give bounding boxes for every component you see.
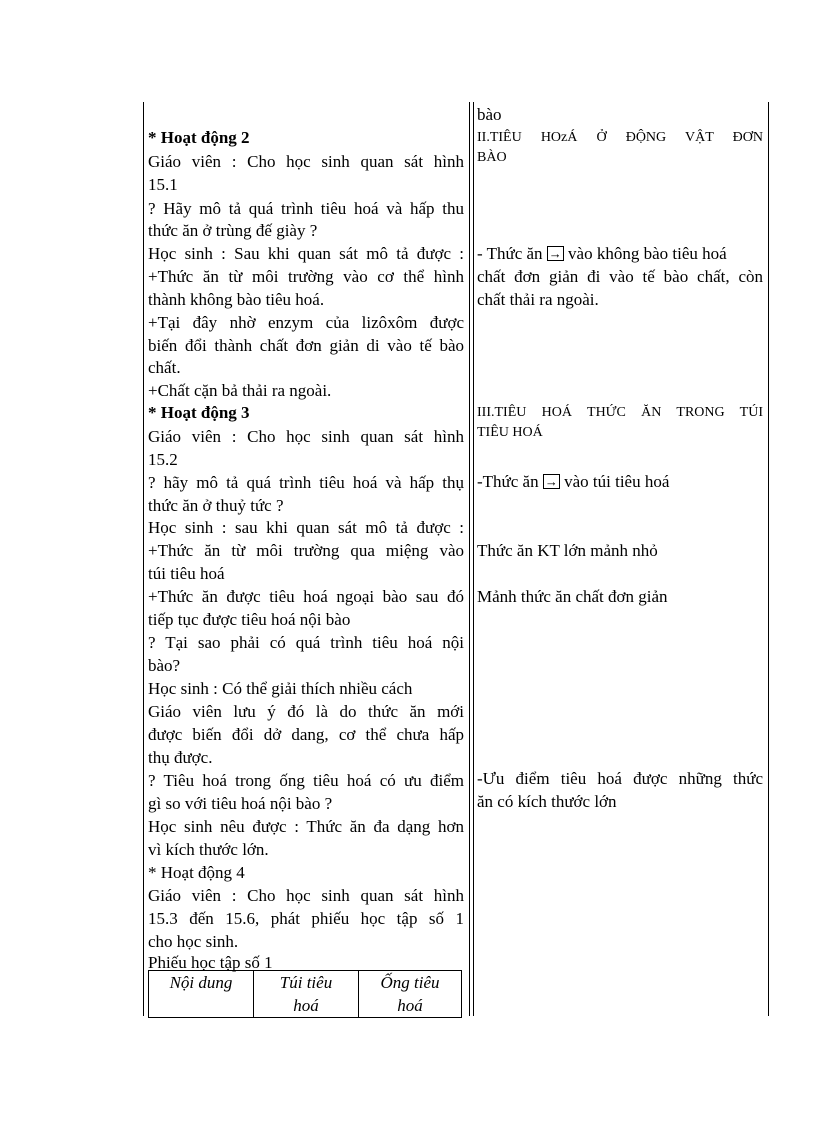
text-line: chất thải ra ngoài. bbox=[477, 290, 599, 309]
text-line: bào? bbox=[148, 656, 181, 675]
text-segment: vào túi tiêu hoá bbox=[564, 472, 670, 491]
arrow-right-icon: → bbox=[544, 474, 558, 489]
text-line: Thức ăn KT lớn mảnh nhỏ bbox=[477, 541, 658, 560]
text-line: Giáo viên lưu ý đó là do thức ăn mới bbox=[148, 702, 464, 721]
text-line: +Chất cặn bả thải ra ngoài. bbox=[148, 381, 332, 400]
activity-4-title: * Hoạt động 4 bbox=[148, 863, 245, 882]
text-line: ? hãy mô tả quá trình tiêu hoá và hấp thụ bbox=[148, 473, 464, 492]
text-line: Giáo viên : Cho học sinh quan sát hình bbox=[148, 427, 464, 446]
text-line: chất. bbox=[148, 358, 181, 377]
text-segment: -Thức ăn bbox=[477, 472, 539, 491]
activity-3-title: * Hoạt động 3 bbox=[148, 403, 250, 422]
text-line: thành không bào tiêu hoá. bbox=[148, 290, 325, 309]
table-border-right bbox=[768, 102, 769, 1016]
text-line: Mảnh thức ăn chất đơn giản bbox=[477, 587, 668, 606]
text-line: gì so với tiêu hoá nội bào ? bbox=[148, 794, 333, 813]
section-heading-3: III.TIÊU HOÁ THỨC ĂN TRONG TÚI bbox=[477, 405, 763, 420]
text-line: -Ưu điểm tiêu hoá được những thức bbox=[477, 769, 763, 788]
activity-2-title: * Hoạt động 2 bbox=[148, 128, 250, 147]
text-line: +Tại đây nhờ enzym của lizôxôm được bbox=[148, 313, 464, 332]
table-row bbox=[149, 971, 462, 1018]
text-line: bào bbox=[477, 105, 502, 124]
table-header-cell: Túi tiêu hoá bbox=[254, 971, 359, 1018]
text-line: +Thức ăn được tiêu hoá ngoại bào sau đó bbox=[148, 587, 464, 606]
text-line: được biến đổi dở dang, cơ thể chưa hấp bbox=[148, 725, 464, 744]
table-header-cell: Ống tiêu hoá bbox=[359, 971, 462, 1018]
text-line: chất đơn giản đi vào tế bào chất, còn bbox=[477, 267, 763, 286]
text-line: Học sinh : Có thể giải thích nhiều cách bbox=[148, 679, 413, 698]
text-line: +Thức ăn từ môi trường vào cơ thể hình bbox=[148, 267, 464, 286]
text-line: 15.3 đến 15.6, phát phiếu học tập số 1 bbox=[148, 909, 464, 928]
text-line: Học sinh : sau khi quan sát mô tả được : bbox=[148, 518, 464, 537]
text-line: Học sinh nêu được : Thức ăn đa dạng hơn bbox=[148, 817, 464, 836]
text-line: tiếp tục được tiêu hoá nội bào bbox=[148, 610, 351, 629]
text-line: 15.1 bbox=[148, 175, 178, 194]
text-line: vì kích thước lớn. bbox=[148, 840, 269, 859]
text-line: Giáo viên : Cho học sinh quan sát hình bbox=[148, 886, 464, 905]
table-border-mid-1 bbox=[469, 102, 470, 1016]
text-line: thức ăn ở trùng đế giày ? bbox=[148, 221, 318, 240]
text-line bbox=[477, 242, 763, 265]
worksheet-table bbox=[148, 970, 462, 1018]
section-heading-2: II.TIÊU HOzÁ Ở ĐỘNG VẬT ĐƠN bbox=[477, 130, 763, 145]
table-header-cell: Nội dung bbox=[149, 971, 254, 1018]
text-line: Học sinh : Sau khi quan sát mô tả được : bbox=[148, 244, 464, 263]
text-line: ăn có kích thước lớn bbox=[477, 792, 617, 811]
text-line: Giáo viên : Cho học sinh quan sát hình bbox=[148, 152, 464, 171]
text-line: +Thức ăn từ môi trường qua miệng vào bbox=[148, 541, 464, 560]
text-segment: vào không bào tiêu hoá bbox=[568, 244, 727, 263]
section-heading-2-cont: BÀO bbox=[477, 150, 507, 165]
text-line bbox=[477, 470, 763, 493]
text-line: 15.2 bbox=[148, 450, 178, 469]
text-line: biến đổi thành chất đơn giản di vào tế bào bbox=[148, 336, 464, 355]
text-segment: - Thức ăn bbox=[477, 244, 543, 263]
text-line: ? Tại sao phải có quá trình tiêu hoá nội bbox=[148, 633, 464, 652]
section-heading-3-cont: TIÊU HOÁ bbox=[477, 425, 543, 440]
text-line: thức ăn ở thuỷ tức ? bbox=[148, 496, 284, 515]
table-border-left bbox=[143, 102, 144, 1016]
table-border-mid-2 bbox=[473, 102, 474, 1016]
arrow-right-icon: → bbox=[548, 246, 562, 261]
text-line: túi tiêu hoá bbox=[148, 564, 225, 583]
text-line: thụ được. bbox=[148, 748, 213, 767]
text-line: cho học sinh. bbox=[148, 932, 239, 951]
worksheet-title: Phiếu học tập số 1 bbox=[148, 953, 273, 972]
text-line: ? Hãy mô tả quá trình tiêu hoá và hấp thu bbox=[148, 199, 464, 218]
text-line: ? Tiêu hoá trong ống tiêu hoá có ưu điểm bbox=[148, 771, 464, 790]
